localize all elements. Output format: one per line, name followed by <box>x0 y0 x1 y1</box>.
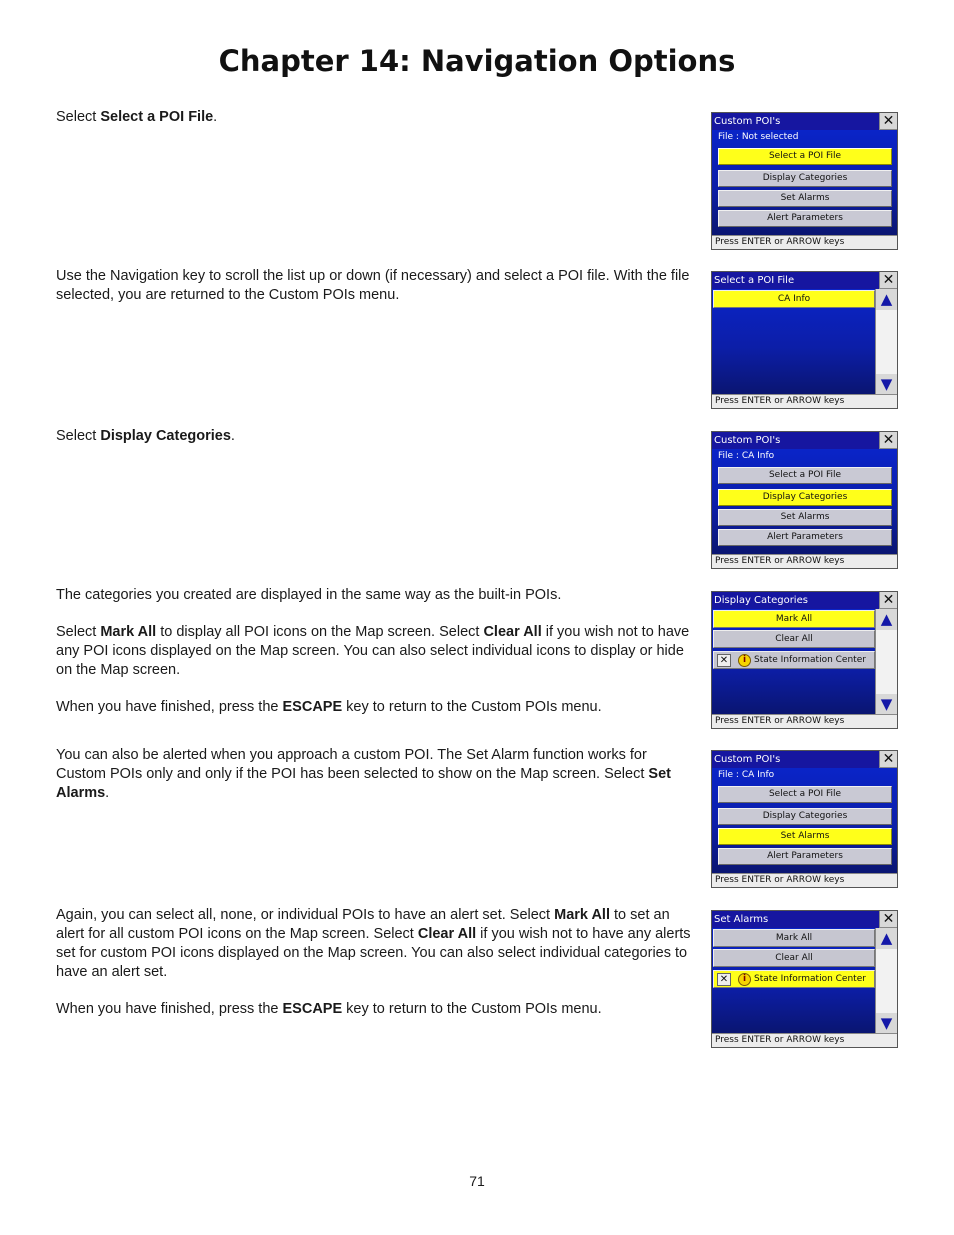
text: . <box>213 109 218 125</box>
list-item-ca-info[interactable]: CA Info <box>713 290 875 308</box>
close-icon[interactable]: ✕ <box>879 751 897 768</box>
menu-select-poi-file[interactable]: Select a POI File <box>718 148 892 165</box>
close-icon[interactable]: ✕ <box>879 272 897 289</box>
text: to display all POI icons on the Map screen. Select <box>156 624 484 640</box>
bold-term: Clear All <box>483 624 542 640</box>
text: Use the Navigation key to scroll the list up or down (if necessary) and select a POI file. With the file selected, you are returned to the Custom POIs menu. <box>56 268 690 303</box>
screen-footer: Press ENTER or ARROW keys <box>712 873 897 887</box>
screen-custom-pois-3 <box>711 750 898 888</box>
bold-term: Set Alarms <box>56 766 671 801</box>
page-number: 71 <box>469 1173 485 1189</box>
text: key to return to the Custom POIs menu. <box>342 1001 602 1017</box>
instruction-scroll-list <box>56 267 700 323</box>
text: key to return to the Custom POIs menu. <box>342 699 602 715</box>
text: to set an alert for all custom POI icons on the Map screen. Select <box>56 907 670 942</box>
screen-custom-pois-2 <box>711 431 898 569</box>
screen-title: Display Categories <box>712 592 897 609</box>
screen-display-categories <box>711 591 898 729</box>
scroll-down-icon[interactable]: ▼ <box>876 694 897 715</box>
menu-display-categories[interactable]: Display Categories <box>718 808 892 825</box>
text: Again, you can select all, none, or individual POIs to have an alert set. Select <box>56 907 555 923</box>
menu-alert-parameters[interactable]: Alert Parameters <box>718 529 892 546</box>
text: . <box>230 428 235 444</box>
text: . <box>105 785 110 801</box>
bold-term: Display Categories <box>100 428 231 444</box>
scrollbar[interactable] <box>875 609 897 715</box>
info-icon: i <box>738 973 751 986</box>
close-icon[interactable]: ✕ <box>879 911 897 928</box>
checkbox-icon[interactable]: ✕ <box>717 973 731 986</box>
file-status: File : CA Info <box>718 770 775 780</box>
clear-all-button[interactable]: Clear All <box>713 949 875 967</box>
scrollbar[interactable] <box>875 289 897 395</box>
text: Select <box>56 428 101 444</box>
menu-display-categories[interactable]: Display Categories <box>718 489 892 506</box>
text: if you wish not to have any POI icons displayed on the Map screen. You can also select individual icons to display or hide on the Map screen. <box>56 624 690 678</box>
text: The categories you created are displayed in the same way as the built-in POIs. <box>56 587 562 603</box>
screen-title: Set Alarms <box>712 911 897 928</box>
menu-set-alarms[interactable]: Set Alarms <box>718 509 892 526</box>
bold-term: Select a POI File <box>100 109 214 125</box>
close-icon[interactable]: ✕ <box>879 592 897 609</box>
screen-title: Custom POI's <box>712 113 897 130</box>
list-item-label: State Information Center <box>754 655 866 665</box>
bold-term: ESCAPE <box>282 699 343 715</box>
menu-display-categories[interactable]: Display Categories <box>718 170 892 187</box>
chapter-title: Chapter 14: Navigation Options <box>218 44 736 78</box>
text: Select <box>56 109 101 125</box>
info-icon: i <box>738 654 751 667</box>
instruction-display-categories <box>56 427 700 464</box>
screen-footer: Press ENTER or ARROW keys <box>712 554 897 568</box>
menu-select-poi-file[interactable]: Select a POI File <box>718 786 892 803</box>
close-icon[interactable]: ✕ <box>879 113 897 130</box>
instruction-select-poi-file <box>56 108 700 145</box>
bold-term: Mark All <box>554 907 610 923</box>
clear-all-button[interactable]: Clear All <box>713 630 875 648</box>
close-icon[interactable]: ✕ <box>879 432 897 449</box>
list-item-state-info-center[interactable] <box>713 970 875 988</box>
file-status: File : CA Info <box>718 451 775 461</box>
mark-all-button[interactable]: Mark All <box>713 610 875 628</box>
scroll-up-icon[interactable]: ▲ <box>876 609 897 630</box>
menu-alert-parameters[interactable]: Alert Parameters <box>718 848 892 865</box>
screen-select-poi-file <box>711 271 898 409</box>
screen-title: Select a POI File <box>712 272 897 289</box>
bold-term: Clear All <box>417 926 477 942</box>
screen-footer: Press ENTER or ARROW keys <box>712 714 897 728</box>
menu-alert-parameters[interactable]: Alert Parameters <box>718 210 892 227</box>
instruction-alert-selection <box>56 906 700 1037</box>
list-item-state-info-center[interactable] <box>713 651 875 669</box>
scrollbar[interactable] <box>875 928 897 1034</box>
scroll-up-icon[interactable]: ▲ <box>876 289 897 310</box>
instruction-categories-display <box>56 586 700 735</box>
instruction-set-alarms <box>56 746 700 821</box>
text: if you wish not to have any alerts set for custom POI icons displayed on the Map screen. You can also select individual categories to have an alert set. <box>56 926 691 980</box>
screen-set-alarms <box>711 910 898 1048</box>
list-item-label: State Information Center <box>754 974 866 984</box>
screen-custom-pois-1 <box>711 112 898 250</box>
screen-footer: Press ENTER or ARROW keys <box>712 235 897 249</box>
menu-set-alarms[interactable]: Set Alarms <box>718 190 892 207</box>
bold-term: ESCAPE <box>282 1001 343 1017</box>
text: Select <box>56 624 101 640</box>
menu-set-alarms[interactable]: Set Alarms <box>718 828 892 845</box>
text: When you have finished, press the <box>56 699 283 715</box>
screen-footer: Press ENTER or ARROW keys <box>712 1033 897 1047</box>
file-status: File : Not selected <box>718 132 799 142</box>
text: When you have finished, press the <box>56 1001 283 1017</box>
mark-all-button[interactable]: Mark All <box>713 929 875 947</box>
scroll-down-icon[interactable]: ▼ <box>876 374 897 395</box>
screen-title: Custom POI's <box>712 751 897 768</box>
screen-title: Custom POI's <box>712 432 897 449</box>
menu-select-poi-file[interactable]: Select a POI File <box>718 467 892 484</box>
scroll-up-icon[interactable]: ▲ <box>876 928 897 949</box>
text: You can also be alerted when you approach a custom POI. The Set Alarm function works for Custom POIs only and only if the POI has been selected to show on the Map screen. Select <box>56 747 649 782</box>
scroll-down-icon[interactable]: ▼ <box>876 1013 897 1034</box>
screen-footer: Press ENTER or ARROW keys <box>712 394 897 408</box>
checkbox-icon[interactable]: ✕ <box>717 654 731 667</box>
bold-term: Mark All <box>100 624 157 640</box>
